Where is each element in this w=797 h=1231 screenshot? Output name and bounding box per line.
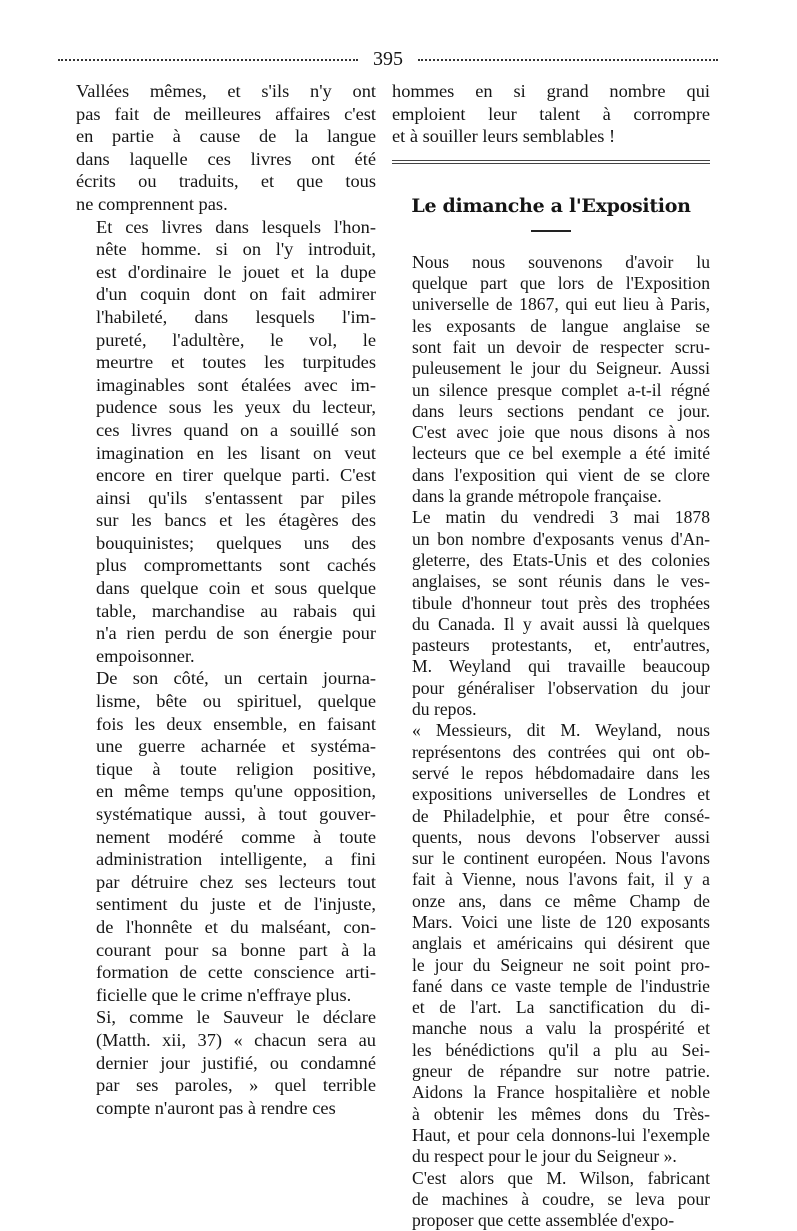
text-line: et de l'art. La sanctification du di-	[412, 997, 710, 1018]
text-line: pour généraliser l'observation du jour	[412, 677, 710, 698]
text-line: table, marchandise au rabais qui	[96, 600, 376, 621]
text-line: dans la grande métropole française.	[412, 486, 662, 507]
text-line: onze ans, dans ce même Champ de	[412, 890, 710, 911]
article-body	[392, 252, 710, 1231]
text-line: ainsi qu'ils s'entassent par piles	[96, 487, 376, 508]
text-line: dans l'exposition qui vient de se clore	[412, 464, 710, 485]
page-header	[58, 46, 718, 72]
page-number: 395	[373, 48, 403, 70]
text-line: pureté, l'adultère, le vol, le	[96, 329, 376, 350]
text-line: fait à Vienne, nous l'avons fait, il y a	[412, 869, 710, 890]
text-line: « Messieurs, dit M. Weyland, nous	[412, 720, 710, 741]
text-line: les exposants de langue anglaise se	[412, 315, 710, 336]
text-line: tibule d'honneur tout près des trophées	[412, 592, 710, 613]
text-line: dans laquelle ces livres ont été	[76, 148, 376, 169]
article-title: Le dimanche a l'Exposition	[411, 194, 691, 217]
text-line: sur le continent européen. Nous l'avons	[412, 848, 710, 869]
text-line: de Philadelphie, et pour être consé-	[412, 805, 710, 826]
text-line: du Canada. Il y avait aussi là quelques	[412, 613, 710, 634]
text-line: imagination en les lisant on veut	[96, 442, 376, 463]
text-line: Nous nous souvenons d'avoir lu	[412, 251, 710, 272]
paragraph	[392, 252, 710, 508]
text-line: Et ces livres dans lesquels l'hon-	[96, 216, 376, 237]
text-line: fané dans ce vaste temple de l'industrie	[412, 975, 710, 996]
text-line: fois les deux ensemble, en faisant	[96, 713, 376, 734]
text-line: un bon nombre d'exposants venus d'An-	[412, 528, 710, 549]
text-line: pas fait de meilleures affaires c'est	[76, 103, 376, 124]
text-line: Mars. Voici une liste de 120 exposants	[412, 911, 710, 932]
paragraph	[76, 667, 376, 1006]
text-line: courant pour sa bonne part à la	[96, 939, 376, 960]
text-line: M. Weyland qui travaille beaucoup	[412, 656, 710, 677]
text-line: formation de cette conscience arti-	[96, 962, 376, 983]
text-line: encore en tirer quelque parti. C'est	[96, 465, 376, 486]
text-line: quelque part que lors de l'Exposition	[412, 273, 710, 294]
text-line: lisme, bête ou spirituel, quelque	[96, 691, 376, 712]
text-line: lecteurs que ce bel exemple a été imité	[412, 443, 710, 464]
text-line: quents, nous devons l'observer aussi	[412, 826, 710, 847]
text-line: du repos.	[412, 699, 477, 720]
text-line: une guerre acharnée et systéma-	[96, 736, 376, 757]
right-column	[392, 80, 710, 1231]
text-line: de l'honnête et du malséant, con-	[96, 916, 376, 937]
continued-paragraph	[392, 80, 710, 148]
text-line: Le matin du vendredi 3 mai 1878	[412, 507, 710, 528]
text-line: administration intelligente, a fini	[96, 849, 376, 870]
text-line: empoisonner.	[96, 645, 195, 666]
paragraph	[392, 720, 710, 1167]
text-line: C'est alors que M. Wilson, fabricant	[412, 1167, 710, 1188]
text-line: représentons des contrées qui ont ob-	[412, 741, 710, 762]
paragraph	[76, 80, 376, 216]
text-line: (Matth. xii, 37) « chacun sera au	[96, 1029, 376, 1050]
text-line: et à souiller leurs semblables !	[392, 126, 616, 147]
text-line: Si, comme le Sauveur le déclare	[96, 1007, 376, 1028]
text-line: hommes en si grand nombre qui	[392, 81, 710, 101]
paragraph	[392, 1168, 710, 1231]
text-line: pudence sous les yeux du lecteur,	[96, 397, 376, 418]
text-line: manche nous a valu la prospérité et	[412, 1018, 710, 1039]
text-line: les bénédictions qu'il a plu au Sei-	[412, 1039, 710, 1060]
text-line: ces livres quand on a souillé son	[96, 419, 376, 440]
text-line: dans leurs sections pendant ce jour.	[412, 400, 710, 421]
text-line: le jour du Seigneur ne soit point pro-	[412, 954, 710, 975]
text-line: par ses paroles, » quel terrible	[96, 1075, 376, 1096]
text-line: par détruire chez ses lecteurs tout	[96, 871, 376, 892]
text-line: De son côté, un certain journa-	[96, 668, 376, 689]
text-line: sur les bancs et les étagères des	[96, 510, 376, 531]
text-line: proposer que cette assemblée d'expo-	[412, 1210, 675, 1231]
text-line: compte n'auront pas à rendre ces	[96, 1097, 336, 1118]
text-line: tique à toute religion positive,	[96, 758, 376, 779]
text-line: gneur de répandre sur notre patrie.	[412, 1061, 710, 1082]
text-line: gleterre, des Etats-Unis et des colonies	[412, 549, 710, 570]
text-line: nête homme. si on l'y introduit,	[96, 239, 376, 260]
text-line: puleusement le jour du Seigneur. Aussi	[412, 358, 710, 379]
text-line: Aidons la France hospitalière et noble	[412, 1082, 710, 1103]
text-line: meurtre et toutes les turpitudes	[96, 352, 376, 373]
paragraph	[392, 507, 710, 720]
text-line: ne comprennent pas.	[76, 193, 228, 214]
text-line: sentiment du juste et de l'injuste,	[96, 894, 376, 915]
text-line: sont fait un devoir de respecter scru-	[412, 336, 710, 357]
paragraph	[76, 1006, 376, 1119]
text-line: universelle de 1867, qui eut lieu à Paris,	[412, 294, 710, 315]
text-line: en même temps qu'une opposition,	[96, 781, 376, 802]
paragraph	[76, 216, 376, 668]
header-rule-left	[58, 59, 358, 61]
text-line: à obtenir les mêmes dons du Très-	[412, 1103, 710, 1124]
text-line: écrits ou traduits, et que tous	[76, 171, 376, 192]
left-column	[76, 80, 376, 1119]
text-line: nement modéré comme à toute	[96, 826, 376, 847]
text-line: du respect pour le jour du Seigneur ».	[412, 1146, 677, 1167]
text-line: bouquinistes; quelques uns des	[96, 532, 376, 553]
header-rule-right	[418, 59, 718, 61]
text-line: un silence presque complet a-t-il régné	[412, 379, 710, 400]
text-line: emploient leur talent à corrompre	[392, 103, 710, 124]
text-line: dernier jour justifié, ou condamné	[96, 1052, 376, 1073]
text-line: est d'ordinaire le jouet et la dupe	[96, 261, 376, 282]
text-line: anglais et américains qui désirent que	[412, 933, 710, 954]
text-line: servé le repos hébdomadaire dans les	[412, 762, 710, 783]
text-line: anglaises, se sont réunis dans le ves-	[412, 571, 710, 592]
text-line: Haut, et pour cela donnons-lui l'exemple	[412, 1124, 710, 1145]
text-line: pasteurs protestants, et, entr'autres,	[412, 635, 710, 656]
text-line: Vallées mêmes, et s'ils n'y ont	[76, 81, 376, 101]
text-line: dans quelque coin et sous quelque	[96, 578, 376, 599]
text-line: systématique aussi, à tout gouver-	[96, 804, 376, 824]
text-line: ficielle que le crime n'effraye plus.	[96, 984, 352, 1005]
text-line: n'a rien perdu de son énergie pour	[96, 623, 376, 644]
section-divider	[392, 160, 710, 164]
text-line: C'est avec joie que nous disons à nos	[412, 422, 710, 443]
text-line: plus compromettants sont cachés	[96, 555, 376, 576]
text-line: l'habileté, dans lesquels l'im-	[96, 306, 376, 327]
text-line: expositions universelles de Londres et	[412, 784, 710, 805]
text-line: d'un coquin dont on fait admirer	[96, 284, 376, 305]
text-line: de machines à coudre, se leva pour	[412, 1188, 710, 1209]
title-underline	[531, 230, 571, 232]
text-line: en partie à cause de la langue	[76, 126, 376, 147]
text-line: imaginables sont étalées avec im-	[96, 374, 376, 395]
